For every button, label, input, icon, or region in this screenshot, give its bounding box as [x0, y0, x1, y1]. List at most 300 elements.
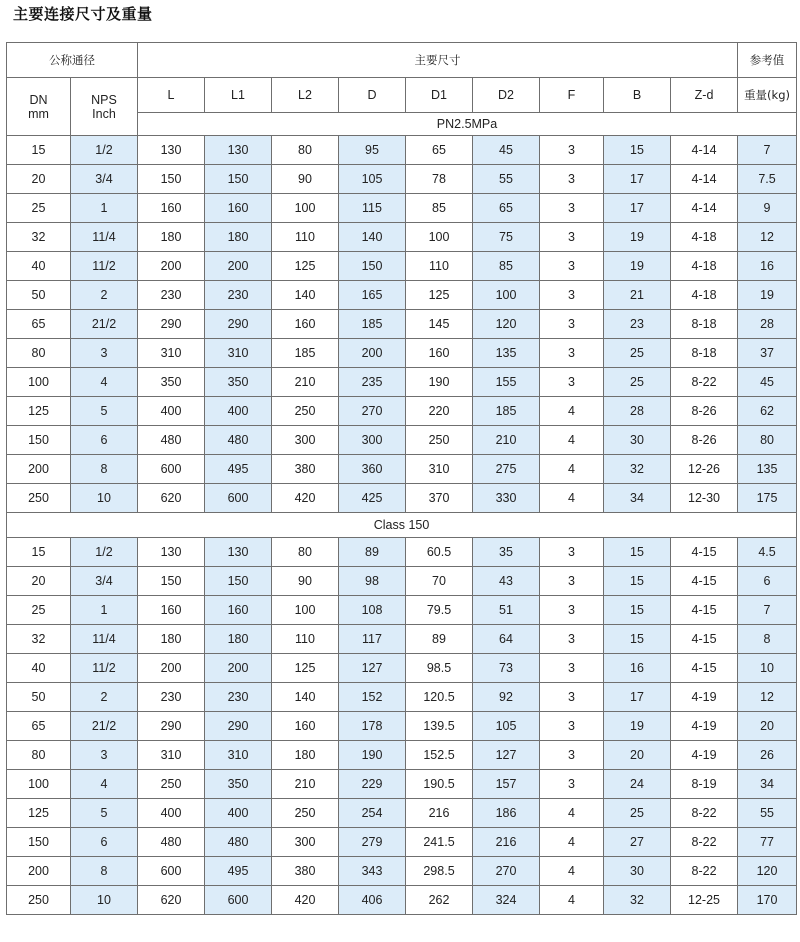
cell-l1: 350 [205, 770, 272, 799]
cell-weight: 55 [738, 799, 797, 828]
cell-d1: 262 [406, 886, 473, 915]
cell-d: 300 [339, 426, 406, 455]
table-row [7, 136, 797, 165]
cell-dn: 150 [7, 426, 71, 455]
cell-l2: 180 [272, 741, 339, 770]
cell-l: 230 [138, 281, 205, 310]
cell-l: 310 [138, 741, 205, 770]
cell-l: 180 [138, 223, 205, 252]
cell-dn: 15 [7, 538, 71, 567]
cell-weight: 26 [738, 741, 797, 770]
table-row [7, 368, 797, 397]
cell-d: 89 [339, 538, 406, 567]
cell-weight: 19 [738, 281, 797, 310]
cell-weight: 120 [738, 857, 797, 886]
cell-weight: 10 [738, 654, 797, 683]
table-row [7, 426, 797, 455]
cell-d1: 110 [406, 252, 473, 281]
header-row-columns [7, 78, 797, 113]
cell-l2: 160 [272, 310, 339, 339]
table-row [7, 194, 797, 223]
cell-f: 3 [540, 712, 604, 741]
cell-l1: 495 [205, 857, 272, 886]
header-col-weight: 重量(kg) [738, 78, 797, 113]
cell-b: 32 [604, 455, 671, 484]
cell-l1: 350 [205, 368, 272, 397]
section-label: Class 150 [7, 513, 797, 538]
table-row [7, 857, 797, 886]
cell-zd: 4-15 [671, 567, 738, 596]
header-col-d1: D1 [406, 78, 473, 113]
cell-f: 3 [540, 368, 604, 397]
cell-l1: 130 [205, 538, 272, 567]
cell-d2: 65 [473, 194, 540, 223]
cell-l: 130 [138, 538, 205, 567]
cell-b: 19 [604, 252, 671, 281]
cell-dn: 25 [7, 194, 71, 223]
cell-d1: 370 [406, 484, 473, 513]
cell-l2: 250 [272, 799, 339, 828]
header-dn [7, 78, 71, 136]
cell-l2: 420 [272, 484, 339, 513]
cell-d1: 310 [406, 455, 473, 484]
cell-l1: 160 [205, 596, 272, 625]
cell-nps: 10 [71, 886, 138, 915]
cell-d: 95 [339, 136, 406, 165]
cell-nps: 4 [71, 368, 138, 397]
cell-nps: 8 [71, 857, 138, 886]
cell-l: 480 [138, 828, 205, 857]
cell-b: 17 [604, 683, 671, 712]
cell-d2: 216 [473, 828, 540, 857]
cell-nps: 2 [71, 281, 138, 310]
cell-zd: 8-22 [671, 857, 738, 886]
cell-nps: 1/2 [71, 136, 138, 165]
cell-l1: 495 [205, 455, 272, 484]
cell-d2: 135 [473, 339, 540, 368]
table-row [7, 455, 797, 484]
cell-l2: 160 [272, 712, 339, 741]
cell-d: 270 [339, 397, 406, 426]
header-col-l2: L2 [272, 78, 339, 113]
cell-l2: 250 [272, 397, 339, 426]
cell-weight: 135 [738, 455, 797, 484]
cell-d2: 75 [473, 223, 540, 252]
table-row [7, 625, 797, 654]
table-row [7, 339, 797, 368]
section-row-1 [7, 513, 797, 538]
cell-d2: 64 [473, 625, 540, 654]
cell-dn: 65 [7, 712, 71, 741]
cell-zd: 12-30 [671, 484, 738, 513]
cell-b: 19 [604, 223, 671, 252]
cell-l1: 290 [205, 310, 272, 339]
cell-l: 620 [138, 484, 205, 513]
cell-d1: 60.5 [406, 538, 473, 567]
cell-l1: 180 [205, 223, 272, 252]
cell-dn: 25 [7, 596, 71, 625]
table-row [7, 683, 797, 712]
cell-d1: 160 [406, 339, 473, 368]
cell-l: 160 [138, 194, 205, 223]
cell-f: 3 [540, 654, 604, 683]
cell-f: 3 [540, 136, 604, 165]
cell-d: 178 [339, 712, 406, 741]
header-row-groups [7, 43, 797, 78]
cell-d: 360 [339, 455, 406, 484]
cell-zd: 4-14 [671, 194, 738, 223]
header-reference: 参考值 [738, 43, 797, 78]
cell-d2: 210 [473, 426, 540, 455]
cell-d2: 270 [473, 857, 540, 886]
header-col-d: D [339, 78, 406, 113]
cell-d2: 330 [473, 484, 540, 513]
header-col-d2: D2 [473, 78, 540, 113]
cell-d2: 45 [473, 136, 540, 165]
cell-f: 3 [540, 567, 604, 596]
cell-weight: 7 [738, 136, 797, 165]
header-col-l: L [138, 78, 205, 113]
cell-weight: 7 [738, 596, 797, 625]
cell-l1: 150 [205, 165, 272, 194]
cell-zd: 8-18 [671, 339, 738, 368]
cell-d1: 152.5 [406, 741, 473, 770]
cell-nps: 3 [71, 741, 138, 770]
cell-dn: 20 [7, 165, 71, 194]
cell-f: 3 [540, 252, 604, 281]
cell-f: 4 [540, 799, 604, 828]
table-row [7, 567, 797, 596]
cell-b: 24 [604, 770, 671, 799]
cell-dn: 250 [7, 886, 71, 915]
cell-b: 15 [604, 596, 671, 625]
cell-d: 190 [339, 741, 406, 770]
cell-nps: 11/2 [71, 654, 138, 683]
cell-zd: 8-22 [671, 828, 738, 857]
cell-d: 127 [339, 654, 406, 683]
cell-d1: 100 [406, 223, 473, 252]
cell-l: 480 [138, 426, 205, 455]
cell-l: 150 [138, 567, 205, 596]
cell-l: 400 [138, 397, 205, 426]
cell-weight: 4.5 [738, 538, 797, 567]
cell-nps: 11/4 [71, 625, 138, 654]
cell-b: 23 [604, 310, 671, 339]
cell-l: 150 [138, 165, 205, 194]
cell-l1: 160 [205, 194, 272, 223]
cell-dn: 20 [7, 567, 71, 596]
cell-l2: 125 [272, 654, 339, 683]
cell-weight: 34 [738, 770, 797, 799]
cell-l1: 230 [205, 683, 272, 712]
cell-l2: 210 [272, 770, 339, 799]
cell-d2: 127 [473, 741, 540, 770]
cell-d2: 35 [473, 538, 540, 567]
cell-nps: 3 [71, 339, 138, 368]
cell-zd: 8-22 [671, 799, 738, 828]
cell-l2: 300 [272, 828, 339, 857]
cell-b: 15 [604, 625, 671, 654]
cell-l2: 380 [272, 857, 339, 886]
cell-dn: 150 [7, 828, 71, 857]
table-row [7, 712, 797, 741]
table-row [7, 252, 797, 281]
page-title: 主要连接尺寸及重量 [13, 5, 153, 23]
cell-b: 16 [604, 654, 671, 683]
cell-d: 254 [339, 799, 406, 828]
cell-zd: 4-19 [671, 712, 738, 741]
cell-b: 32 [604, 886, 671, 915]
cell-l2: 140 [272, 683, 339, 712]
cell-l2: 110 [272, 625, 339, 654]
cell-dn: 200 [7, 455, 71, 484]
cell-l2: 80 [272, 538, 339, 567]
cell-l: 620 [138, 886, 205, 915]
cell-d2: 55 [473, 165, 540, 194]
cell-weight: 80 [738, 426, 797, 455]
header-dn-line2: mm [28, 106, 49, 121]
cell-weight: 62 [738, 397, 797, 426]
cell-zd: 4-15 [671, 625, 738, 654]
cell-d2: 85 [473, 252, 540, 281]
cell-weight: 45 [738, 368, 797, 397]
cell-l1: 290 [205, 712, 272, 741]
cell-l2: 140 [272, 281, 339, 310]
cell-d2: 73 [473, 654, 540, 683]
cell-zd: 4-15 [671, 596, 738, 625]
cell-f: 3 [540, 339, 604, 368]
cell-f: 3 [540, 625, 604, 654]
cell-d: 140 [339, 223, 406, 252]
cell-l: 250 [138, 770, 205, 799]
cell-dn: 80 [7, 339, 71, 368]
cell-d: 235 [339, 368, 406, 397]
cell-f: 3 [540, 165, 604, 194]
cell-l1: 480 [205, 828, 272, 857]
cell-l2: 210 [272, 368, 339, 397]
cell-dn: 50 [7, 683, 71, 712]
cell-d1: 85 [406, 194, 473, 223]
cell-nps: 3/4 [71, 165, 138, 194]
cell-d2: 275 [473, 455, 540, 484]
cell-d: 343 [339, 857, 406, 886]
cell-dn: 125 [7, 799, 71, 828]
cell-d: 98 [339, 567, 406, 596]
cell-dn: 50 [7, 281, 71, 310]
cell-f: 4 [540, 484, 604, 513]
cell-b: 20 [604, 741, 671, 770]
cell-b: 25 [604, 368, 671, 397]
cell-f: 3 [540, 223, 604, 252]
cell-dn: 200 [7, 857, 71, 886]
cell-weight: 9 [738, 194, 797, 223]
table-row [7, 770, 797, 799]
header-nps-line1: NPS [91, 92, 117, 107]
cell-b: 34 [604, 484, 671, 513]
cell-f: 4 [540, 857, 604, 886]
cell-l: 310 [138, 339, 205, 368]
cell-f: 3 [540, 683, 604, 712]
cell-l2: 90 [272, 165, 339, 194]
cell-l2: 300 [272, 426, 339, 455]
cell-nps: 10 [71, 484, 138, 513]
cell-f: 3 [540, 310, 604, 339]
cell-l1: 600 [205, 484, 272, 513]
cell-l: 600 [138, 857, 205, 886]
table-row [7, 886, 797, 915]
cell-f: 3 [540, 741, 604, 770]
cell-b: 17 [604, 194, 671, 223]
cell-l: 350 [138, 368, 205, 397]
cell-b: 25 [604, 339, 671, 368]
table-body [7, 43, 797, 915]
cell-dn: 32 [7, 625, 71, 654]
cell-l1: 200 [205, 252, 272, 281]
cell-d: 200 [339, 339, 406, 368]
cell-d1: 89 [406, 625, 473, 654]
cell-l2: 100 [272, 596, 339, 625]
cell-b: 21 [604, 281, 671, 310]
cell-d1: 98.5 [406, 654, 473, 683]
cell-d1: 78 [406, 165, 473, 194]
cell-nps: 5 [71, 397, 138, 426]
cell-d: 152 [339, 683, 406, 712]
cell-d2: 155 [473, 368, 540, 397]
cell-nps: 1 [71, 596, 138, 625]
cell-d: 425 [339, 484, 406, 513]
cell-l2: 90 [272, 567, 339, 596]
cell-l: 290 [138, 712, 205, 741]
cell-zd: 12-26 [671, 455, 738, 484]
cell-b: 28 [604, 397, 671, 426]
table-row [7, 484, 797, 513]
cell-weight: 12 [738, 683, 797, 712]
cell-l1: 230 [205, 281, 272, 310]
cell-weight: 170 [738, 886, 797, 915]
cell-d2: 100 [473, 281, 540, 310]
header-dn-line1: DN [29, 92, 48, 107]
cell-zd: 4-19 [671, 741, 738, 770]
table-row [7, 281, 797, 310]
cell-d2: 92 [473, 683, 540, 712]
cell-l2: 420 [272, 886, 339, 915]
cell-d: 115 [339, 194, 406, 223]
cell-l2: 100 [272, 194, 339, 223]
cell-d: 117 [339, 625, 406, 654]
cell-b: 30 [604, 426, 671, 455]
cell-f: 4 [540, 455, 604, 484]
section-label-pn25: PN2.5MPa [138, 113, 797, 136]
cell-b: 15 [604, 538, 671, 567]
cell-dn: 100 [7, 770, 71, 799]
cell-weight: 7.5 [738, 165, 797, 194]
cell-zd: 4-15 [671, 654, 738, 683]
cell-zd: 8-26 [671, 397, 738, 426]
cell-b: 25 [604, 799, 671, 828]
cell-nps: 4 [71, 770, 138, 799]
cell-nps: 11/4 [71, 223, 138, 252]
table-row [7, 596, 797, 625]
cell-b: 15 [604, 136, 671, 165]
header-nominal-size: 公称通径 [7, 43, 138, 78]
cell-dn: 125 [7, 397, 71, 426]
cell-d1: 220 [406, 397, 473, 426]
cell-d: 406 [339, 886, 406, 915]
cell-f: 4 [540, 397, 604, 426]
header-nps-line2: Inch [92, 106, 116, 121]
cell-nps: 21/2 [71, 712, 138, 741]
cell-zd: 4-14 [671, 136, 738, 165]
cell-l1: 130 [205, 136, 272, 165]
cell-d2: 157 [473, 770, 540, 799]
cell-zd: 4-19 [671, 683, 738, 712]
cell-l1: 310 [205, 741, 272, 770]
cell-nps: 21/2 [71, 310, 138, 339]
cell-d: 105 [339, 165, 406, 194]
cell-nps: 1/2 [71, 538, 138, 567]
cell-l2: 110 [272, 223, 339, 252]
cell-l: 290 [138, 310, 205, 339]
cell-nps: 8 [71, 455, 138, 484]
cell-l1: 150 [205, 567, 272, 596]
cell-f: 4 [540, 828, 604, 857]
cell-f: 3 [540, 538, 604, 567]
cell-zd: 12-25 [671, 886, 738, 915]
table-row [7, 654, 797, 683]
table-row [7, 538, 797, 567]
cell-nps: 6 [71, 828, 138, 857]
table-row [7, 741, 797, 770]
cell-weight: 16 [738, 252, 797, 281]
cell-d2: 105 [473, 712, 540, 741]
header-col-f: F [540, 78, 604, 113]
cell-weight: 6 [738, 567, 797, 596]
cell-b: 15 [604, 567, 671, 596]
cell-d1: 216 [406, 799, 473, 828]
header-main-dimensions: 主要尺寸 [138, 43, 738, 78]
cell-l: 200 [138, 654, 205, 683]
cell-zd: 8-26 [671, 426, 738, 455]
header-col-l1: L1 [205, 78, 272, 113]
cell-zd: 4-18 [671, 252, 738, 281]
cell-d: 185 [339, 310, 406, 339]
cell-d: 279 [339, 828, 406, 857]
cell-d2: 51 [473, 596, 540, 625]
cell-l2: 80 [272, 136, 339, 165]
cell-l2: 380 [272, 455, 339, 484]
table-row [7, 397, 797, 426]
cell-l1: 200 [205, 654, 272, 683]
cell-zd: 8-22 [671, 368, 738, 397]
cell-zd: 4-18 [671, 223, 738, 252]
cell-weight: 77 [738, 828, 797, 857]
cell-dn: 15 [7, 136, 71, 165]
cell-nps: 5 [71, 799, 138, 828]
dimensions-table [6, 42, 797, 915]
cell-zd: 4-18 [671, 281, 738, 310]
cell-dn: 65 [7, 310, 71, 339]
cell-d2: 120 [473, 310, 540, 339]
cell-b: 27 [604, 828, 671, 857]
cell-dn: 80 [7, 741, 71, 770]
header-col-zd: Z-d [671, 78, 738, 113]
cell-dn: 40 [7, 654, 71, 683]
cell-d: 229 [339, 770, 406, 799]
cell-nps: 3/4 [71, 567, 138, 596]
cell-zd: 8-19 [671, 770, 738, 799]
cell-nps: 11/2 [71, 252, 138, 281]
cell-l1: 400 [205, 397, 272, 426]
